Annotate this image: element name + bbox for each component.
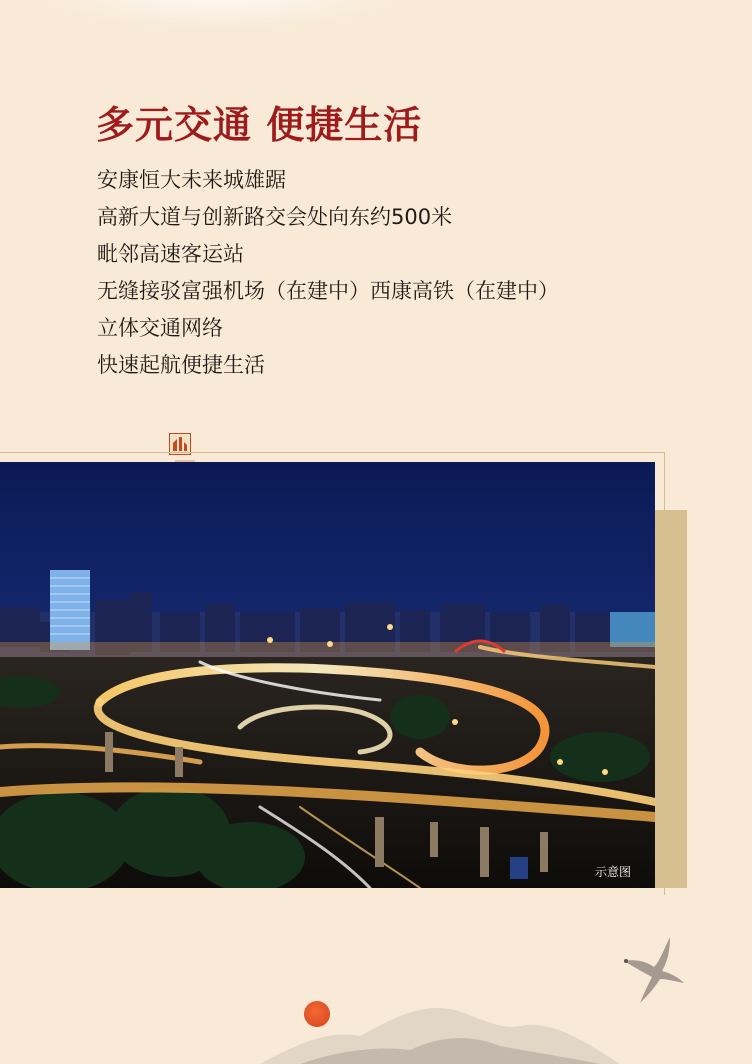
sun-icon (304, 1001, 330, 1027)
feature-item: 无缝接驳富强机场（在建中）西康高铁（在建中） (97, 279, 559, 303)
feature-item: 安康恒大未来城雄踞 (97, 168, 286, 192)
feature-list (97, 162, 559, 384)
feature-item: 高新大道与创新路交会处向东约500米 (97, 205, 453, 229)
gold-accent-panel (655, 510, 687, 888)
page-title: 多元交通 便捷生活 (96, 102, 423, 147)
cloud-decoration (40, 0, 400, 30)
feature-item: 毗邻高速客运站 (97, 242, 244, 266)
crane-icon (618, 933, 688, 1005)
feature-item: 立体交通网络 (97, 316, 223, 340)
feature-item: 快速起航便捷生活 (97, 353, 265, 377)
interchange-photo (0, 462, 655, 888)
photo-caption: 示意图 (594, 865, 631, 879)
